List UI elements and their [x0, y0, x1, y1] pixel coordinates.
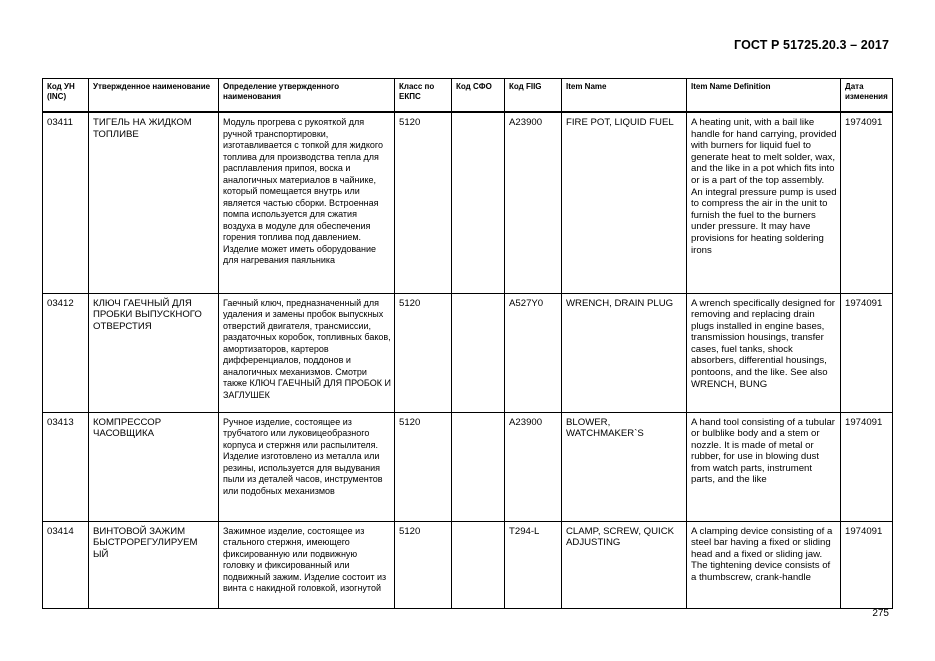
document-standard-header: ГОСТ Р 51725.20.3 – 2017 — [734, 38, 889, 52]
cell-name-definition: Модуль прогрева с рукояткой для ручной транспортировки, изготавливается с топкой для жидкого топлива для производства тепла для расплавления припоя, воска и аналогичных материалов в чайнике, который помещается внутрь или является частью сборки. Встроенная помпа используется для сжатия воздуха в модуле для обеспечения горения топлива под давлением. Изделие может иметь оборудование для нагревания паяльника — [219, 112, 395, 293]
table-row — [43, 112, 893, 293]
cell-item-name: BLOWER, WATCHMAKER`S — [562, 412, 687, 521]
cell-approved-name: КОМПРЕССОР ЧАСОВЩИКА — [89, 412, 219, 521]
cell-approved-name: ВИНТОВОЙ ЗАЖИМ БЫСТРОРЕГУЛИРУЕМ ЫЙ — [89, 521, 219, 608]
column-header-fiig-code: Код FIIG — [505, 79, 562, 113]
column-header-approved-name: Утвержденное наименование — [89, 79, 219, 113]
table-header-row — [43, 79, 893, 113]
table-row — [43, 412, 893, 521]
cell-item-name: FIRE POT, LIQUID FUEL — [562, 112, 687, 293]
cell-item-name-definition: A wrench specifically designed for removing and replacing drain plugs installed in engine bases, transmission housings, transfer cases, fuel tanks, shock absorbers, differential housings, pontoons, and the like. See also WRENCH, BUNG — [687, 293, 841, 412]
cell-approved-name: КЛЮЧ ГАЕЧНЫЙ ДЛЯ ПРОБКИ ВЫПУСКНОГО ОТВЕРСТИЯ — [89, 293, 219, 412]
catalog-table-container — [42, 78, 892, 609]
page-number: 275 — [872, 608, 889, 619]
cell-inc: 03414 — [43, 521, 89, 608]
cell-change-date: 1974091 — [841, 412, 893, 521]
cell-change-date: 1974091 — [841, 112, 893, 293]
column-header-item-name: Item Name — [562, 79, 687, 113]
cell-fiig-code: T294-L — [505, 521, 562, 608]
column-header-name-definition: Определение утвержденного наименования — [219, 79, 395, 113]
table-row — [43, 521, 893, 608]
cell-sfo-code — [452, 112, 505, 293]
cell-inc: 03412 — [43, 293, 89, 412]
column-header-sfo-code: Код СФО — [452, 79, 505, 113]
cell-item-name: CLAMP, SCREW, QUICK ADJUSTING — [562, 521, 687, 608]
cell-fiig-code: A23900 — [505, 112, 562, 293]
cell-ekps-class: 5120 — [395, 112, 452, 293]
cell-sfo-code — [452, 412, 505, 521]
cell-item-name-definition: A hand tool consisting of a tubular or bulblike body and a stem or nozzle. It is made of metal or rubber, for use in blowing dust from watch parts, instrument parts, and the like — [687, 412, 841, 521]
cell-inc: 03413 — [43, 412, 89, 521]
cell-item-name-definition: A heating unit, with a bail like handle for hand carrying, provided with burners for liquid fuel to generate heat to melt solder, wax, and the like in a pot which fits into or is a part of the top assembly. An integral pressure pump is used to compress the air in the unit to furnish the fuel to the burners under pressure. It may have provisions for heating soldering irons — [687, 112, 841, 293]
table-row — [43, 293, 893, 412]
cell-fiig-code: A23900 — [505, 412, 562, 521]
cell-item-name-definition: A clamping device consisting of a steel bar having a fixed or sliding head and a fixed or sliding jaw. The tightening device consists of a thumbscrew, crank-handle — [687, 521, 841, 608]
column-header-item-name-definition: Item Name Definition — [687, 79, 841, 113]
cell-inc: 03411 — [43, 112, 89, 293]
cell-change-date: 1974091 — [841, 521, 893, 608]
column-header-ekps-class: Класс по ЕКПС — [395, 79, 452, 113]
cell-item-name: WRENCH, DRAIN PLUG — [562, 293, 687, 412]
cell-approved-name: ТИГЕЛЬ НА ЖИДКОМ ТОПЛИВЕ — [89, 112, 219, 293]
column-header-change-date: Дата изменения — [841, 79, 893, 113]
column-header-inc: Код УН (INC) — [43, 79, 89, 113]
cell-name-definition: Гаечный ключ, предназначенный для удаления и замены пробок выпускных отверстий двигателя, трансмиссии, раздаточных коробок, топливных баков, амортизаторов, картеров дифференциалов, поддонов и аналогичных механизмов. Смотри также КЛЮЧ ГАЕЧНЫЙ ДЛЯ ПРОБОК И ЗАГЛУШЕК — [219, 293, 395, 412]
cell-sfo-code — [452, 293, 505, 412]
cell-fiig-code: A527Y0 — [505, 293, 562, 412]
cell-change-date: 1974091 — [841, 293, 893, 412]
cell-ekps-class: 5120 — [395, 521, 452, 608]
cell-sfo-code — [452, 521, 505, 608]
cell-ekps-class: 5120 — [395, 412, 452, 521]
cell-name-definition: Ручное изделие, состоящее из трубчатого или луковицеобразного корпуса и стержня или распылителя. Изделие изготовлено из металла или резины, используется для выдувания пыли из деталей часов, инструментов или подобных механизмов — [219, 412, 395, 521]
cell-ekps-class: 5120 — [395, 293, 452, 412]
cell-name-definition: Зажимное изделие, состоящее из стального стержня, имеющего фиксированную или подвижную головку и фиксированный или подвижный зажим. Изделие состоит из винта с накидной головкой, изогнутой — [219, 521, 395, 608]
item-name-catalog-table — [42, 78, 893, 609]
